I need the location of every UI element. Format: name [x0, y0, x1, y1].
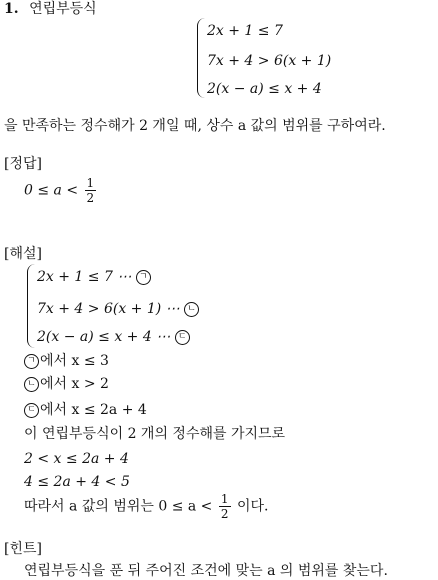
answer-lhs: 0 ≤ a < — [24, 182, 79, 199]
marker-3-ref-icon: ㄷ — [24, 403, 39, 418]
answer-frac-num: 1 — [86, 176, 95, 190]
problem-brace — [197, 18, 206, 98]
derived-1-text: 에서 x ≤ 3 — [40, 353, 109, 369]
problem-title: 연립부등식 — [29, 1, 97, 17]
hint-text: 연립부등식을 푼 뒤 주어진 조건에 맞는 a 의 범위를 찾는다. — [24, 563, 388, 579]
solution-final-frac-num: 1 — [220, 492, 229, 506]
problem-ineq-2: 7x + 4 > 6(x + 1) — [207, 53, 332, 69]
solution-final-prefix: 따라서 a 값의 범위는 0 ≤ a < — [24, 498, 213, 515]
solution-header: [해설] — [4, 246, 42, 262]
solution-ineq-1-text: 2x + 1 ≤ 7 ⋯ — [37, 269, 132, 285]
derived-3 — [24, 401, 147, 419]
solution-ineq-2-text: 7x + 4 > 6(x + 1) ⋯ — [37, 301, 180, 317]
answer-fraction — [85, 176, 97, 205]
solution-line-c: 4 ≤ 2a + 4 < 5 — [24, 474, 130, 490]
problem-ineq-3: 2(x − a) ≤ x + 4 — [207, 81, 322, 97]
marker-3-icon: ㄷ — [175, 330, 190, 345]
marker-1-ref-icon: ㄱ — [24, 354, 39, 369]
derived-1 — [24, 352, 109, 370]
solution-brace — [27, 264, 36, 348]
answer-frac-den: 2 — [86, 191, 95, 205]
answer-expression — [24, 176, 98, 205]
solution-ineq-3-text: 2(x − a) ≤ x + 4 ⋯ — [37, 329, 171, 345]
solution-final-frac-den: 2 — [220, 507, 229, 521]
solution-final-fraction — [219, 492, 231, 521]
solution-line-b: 2 < x ≤ 2a + 4 — [24, 451, 129, 467]
problem-ineq-1: 2x + 1 ≤ 7 — [207, 23, 283, 39]
marker-2-ref-icon: ㄴ — [24, 377, 39, 392]
problem-heading — [4, 0, 97, 18]
answer-header: [정답] — [4, 156, 42, 172]
marker-1-icon: ㄱ — [136, 270, 151, 285]
solution-final — [24, 492, 268, 521]
solution-ineq-2 — [37, 300, 200, 318]
derived-3-text: 에서 x ≤ 2a + 4 — [40, 402, 147, 418]
solution-line-a: 이 연립부등식이 2 개의 정수해를 가지므로 — [24, 426, 286, 442]
derived-2 — [24, 375, 109, 393]
hint-header: [힌트] — [4, 541, 42, 557]
solution-final-suffix: 이다. — [236, 498, 269, 515]
solution-ineq-1 — [37, 268, 152, 286]
problem-question: 을 만족하는 정수해가 2 개일 때, 상수 a 값의 범위를 구하여라. — [4, 118, 386, 134]
marker-2-icon: ㄴ — [184, 302, 199, 317]
solution-ineq-3 — [37, 328, 191, 346]
problem-number: 1. — [4, 1, 19, 17]
derived-2-text: 에서 x > 2 — [40, 376, 109, 392]
